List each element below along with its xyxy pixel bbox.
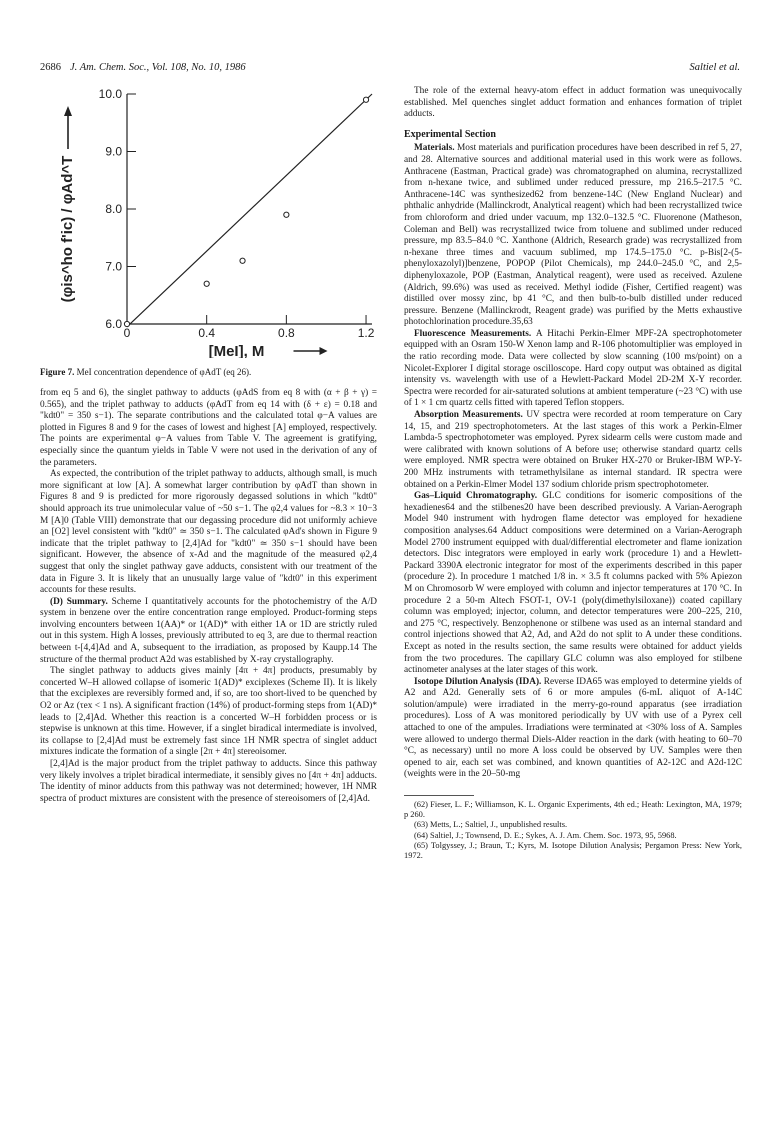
paragraph-text: Most materials and purification procedures have been described in ref 5, 27, and 28. Alternative sources and additional material used in this work were as follows. Anthracene (Eastman, Practical grade) was chromatographed on alumina, recrystallized from n-hexane twice, and sublimed under reduced pressure, mp 216.5–217.5 °C. Anthracene-14C was synthesized62 from benzene-14C (New England Nuclear) and phthalic anhydride (Mallinckrodt, Analytical reagent) which had been recrystallized twice from chloroform and dried under vacuum, mp 132.0–132.5 °C. Fluorenone (Matheson, Coleman and Bell) was recrystallized twice from toluene and sublimed under reduced pressure, mp 83.5–84.0 °C. Xanthone (Aldrich, Research grade) was recrystallized from n-hexane three times and vacuum sublimed, mp 174.5–175.0 °C. p-Bis[2-(5-phenyloxazolyl)]benzene, POPOP (Pilot Chemicals), mp 244.0–245.0 °C, and 2,5-diphenyloxazole, POP (Eastman, Analytical reagent), were used as received. Azulene (Aldrich, 99.6%) was used as received. Methyl iodide (Fisher, Certified reagent) was distilled over mossy zinc, bp 41 °C, and then bulb-to-bulb distilled under reduced pressure. Benzene (Mallinckrodt, Reagent grade) was purified by the Metts exhaustive photochlorination procedure.35,63 [404,143,743,328]
fit-line [127,94,372,327]
y-tick-label: 9.0 [105,144,122,159]
figure-7-chart [40,86,377,358]
reference: (65) Tolgyssey, J.; Braun, T.; Kyrs, M. Isotope Dilution Analysis; Pergamon Press: New York, 1972. [404,840,742,861]
chart-svg [40,86,377,358]
figure-caption [40,367,377,378]
x-axis-label: [MeI], M [208,343,265,358]
paragraph [404,143,742,329]
page-number: 2686 [40,62,61,73]
paragraph: The singlet pathway to adducts gives mainly [4π + 4π] products, presumably by concerted W–H allowed collapse of isomeric 1(AD)* exciplexes (Scheme II). It is likely that the exciplexes are reversibly formed and, if so, are too short-lived to be quenched by O2 or Az (τex < 1 ns). A significant fraction (14%) of product-forming steps from 1(AD)* leads to [2,4]Ad. Whether this reaction is a concerted W–H forbidden process or is stepwise is unknown at this time. However, if a singlet biradical intermediate is involved, its collapse to [2,4]Ad must be extremely fast since 1H NMR spectra of singlet adduct mixtures indicate the formation of a single [2π + 4π] stereoisomer. [40,666,377,758]
y-axis-label-group [59,156,76,303]
paragraph-text: GLC conditions for isomeric compositions of the hexadienes64 and the stilbenes20 have been described previously. A Varian-Aerograph Model 940 instrument with hydrogen flame detector was employed for hexadiene composition analyses.64 Adduct compositions were determined on a Varian-Aerograph Model 2700 instrument equipped with dual/differential electrometer and flame ionization detectors. Disc integrators were employed in early work (procedure 1) and a Hewlett-Packard 3390A electronic integrator for most of the experiments described in this paper (procedure 2). In procedure 1 matched 1/8 in. × 3.5 ft columns packed with 5% Apiezon M on Chromosorb W were employed with column and injector temperatures at 170 °C. In procedure 2 a 50-m Altech FSOT-1, OV-1 (poly(dimethylsiloxane)) coated capillary column was employed; injector, column, and detector temperatures were 200–225, 210, and 275 °C, respectively. Benzophenone or stilbene was used as an internal standard and control injections showed that A2, Ad, and A2d do not split to A under these conditions. Except as noted in the results section, the same results were obtained for adduct yields from the two procedures. The capillary GLC column was also employed for stilbene actinometer analyses at the later stages of this work. [404,491,742,676]
y-tick-label: 8.0 [105,202,122,216]
paragraph: from eq 5 and 6), the singlet pathway to adducts (φAdS from eq 8 with (α + β + γ) = 0.565), and the triplet pathway to adducts (φAdT from eq 14 with (δ + ε) = 0.18 and "kdt0" = 350 s−1). The separate contributions and the calculated total φ−A values are plotted in Figures 8 and 9 for the cases of lowest and highest [A] employed, respectively. The points are experimental φ−A values from Table V. The agreement is gratifying, especially since the quantum yields in Table V were not used in the derivation of any of the parameters. [40,388,377,468]
paragraph-text: Reverse IDA65 was employed to determine yields of A2 and A2d. Generally sets of 6 or more ampules (6-mL aliquot of A-14C solution/ampule) were irradiated in the merry-go-round apparatus (see irradiation procedures). Loss of A was monitored periodically by UV with use of a Pyrex cell attached to one of the ampules. Irradiations were terminated at <30% loss of A. Samples were allowed to undergo thermal Diels-Alder reaction in the dark (with heating to 60–70 °C, as necessary) until no more A loss could be observed by UV. Samples were then opened to air, each set was combined, and known quantities of A2-12C and A2d-12C (weights were in the 20–50-mg [404,676,742,780]
run-in-head: Isotope Dilution Analysis (IDA). [414,676,542,687]
paragraph [404,677,742,781]
x-axis-arrowhead [320,347,328,355]
reference: (64) Saltiel, J.; Townsend, D. E.; Sykes, A. J. Am. Chem. Soc. 1973, 95, 5968. [414,830,677,840]
y-axis-arrowhead [64,106,72,116]
run-in-head: Fluorescence Measurements. [414,328,532,339]
y-tick-label: 7.0 [105,259,122,274]
data-point [204,281,209,286]
paragraph-text: UV spectra were recorded at room temperature on Cary 14, 15, and 219 spectrophotometers. At the last stages of this work a Perkin-Elmer Lambda-5 spectrophotometer was employed. Pyrex sidearm cells were custom made and were calibrated with known solutions of A before use; otherwise standard quartz cells were employed. NMR spectra were obtained on Bruker HX-270 or Bruker-IBM WP-Y-200 MHz instruments with tetramethylsilane as internal standard. IR spectra were obtained on a Perkin-Elmer Model 137 sodium chloride prism spectrophotometer. [404,410,743,490]
paragraph-text: Scheme I quantitatively accounts for the photochemistry of the A/D system in benzene over the entire concentration range employed. Product-forming steps involving encounters between 1(AA)* or 1(AD)* with either 1A or 1D are strictly ruled out in this system. High A losses, previously attributed to eq 3, are due to thermal reaction between t-[4,4]Ad and A, subsequent to the irradiation, as proposed by Kaupp.14 The structure of the thermal product A2d was established by X-ray crystallography. [40,596,377,665]
paragraph: As expected, the contribution of the triplet pathway to adducts, although small, is much more significant at low [A]. A somewhat larger contribution by φAdT than shown in Figures 8 and 9 is predicted for more rigorously degassed solutions in which "kdt0" should approach its true unimolecular value of ~50 s−1. The φ2,4 values for ~8.3 × 10−3 M [A]0 (Table VIII) demonstrate that our degassing procedure did not uniformly achieve an [O2] level consistent with "kdt0" ≃ 350 s−1. The calculated φAd's shown in Figure 9 indicate that the triplet pathway to [2,4]Ad for "kdt0" ≃ 350 s−1 should have been significant. However, the absence of x-Ad and the magnitude of the measured φ2,4 suggest that only the singlet pathway gave adducts, consistent with our treatment of the data in Figure 3. It is likely that an unusually large value of "kdt0" in this experiment accounts for these results. [40,469,377,596]
left-column [40,388,377,805]
y-axis-label: (φis^ho f'ic) / φAd^T [59,155,76,303]
y-tick-label: 10.0 [98,87,122,101]
data-point [284,212,289,217]
journal-citation: J. Am. Chem. Soc., Vol. 108, No. 10, 1986 [70,62,246,73]
data-point [363,97,368,102]
paragraph [404,329,742,410]
section-title: Experimental Section [404,128,496,140]
reference: (62) Fieser, L. F.; Williamson, K. L. Organic Experiments, 4th ed.; Heath: Lexington, MA, 1979; p 260. [404,800,742,820]
data-point [240,258,245,263]
x-tick-label: 0.8 [278,326,295,340]
paragraph: The role of the external heavy-atom effect in adduct formation was unequivocally established. MeI quenches singlet adduct formation and enhances formation of triplet adducts. [404,86,742,120]
footnote-divider [404,795,474,796]
x-tick-label: 1.2 [357,326,375,340]
run-in-head: Absorption Measurements. [414,410,523,421]
paragraph-text: A Hitachi Perkin-Elmer MPF-2A spectrophotometer equipped with an Osram 150-W Xenon lamp and R-106 photomultiplier was employed in the ratio recording mode. Data were collected by slow scanning (100 ms/point) on a Nicolet-Explorer I digital storage oscilloscope. Hard copy output was obtained as digital intensity vs. wavelength with use of a Hewlett-Packard Model 2D-2M X-Y recorder. Spectra were recorded for air-saturated solutions at ambient temperature (~23 °C) with use of 1 × 1 cm quartz cells fitted with tapered Teflon stoppers. [404,328,742,409]
figure-label: Figure 7. [40,367,75,377]
x-tick-label: 0.4 [198,326,216,340]
paragraph: [2,4]Ad is the major product from the triplet pathway to adducts. Since this pathway very likely involves a triplet biradical intermediate, it sensibly gives no [4π + 4π] adducts. The identity of minor adducts from this pathway was not determined; however, 1H NMR spectra of product mixtures are consistent with the presence of stereoisomers of [2,4]Ad. [40,759,377,804]
paragraph [404,491,742,677]
running-head: Saltiel et al. [689,62,740,73]
figure-caption-text: MeI concentration dependence of φAdT (eq 26). [76,367,252,377]
reference: (63) Metts, L.; Saltiel, J., unpublished results. [414,820,568,830]
run-in-head: Gas–Liquid Chromatography. [414,491,538,502]
paragraph [404,410,742,491]
run-in-head: Materials. [414,143,455,154]
run-in-head: (D) Summary. [50,596,108,607]
y-tick-label: 6.0 [105,317,122,331]
paragraph [40,597,377,667]
right-column [404,86,742,861]
x-tick-label: 0 [123,326,131,340]
